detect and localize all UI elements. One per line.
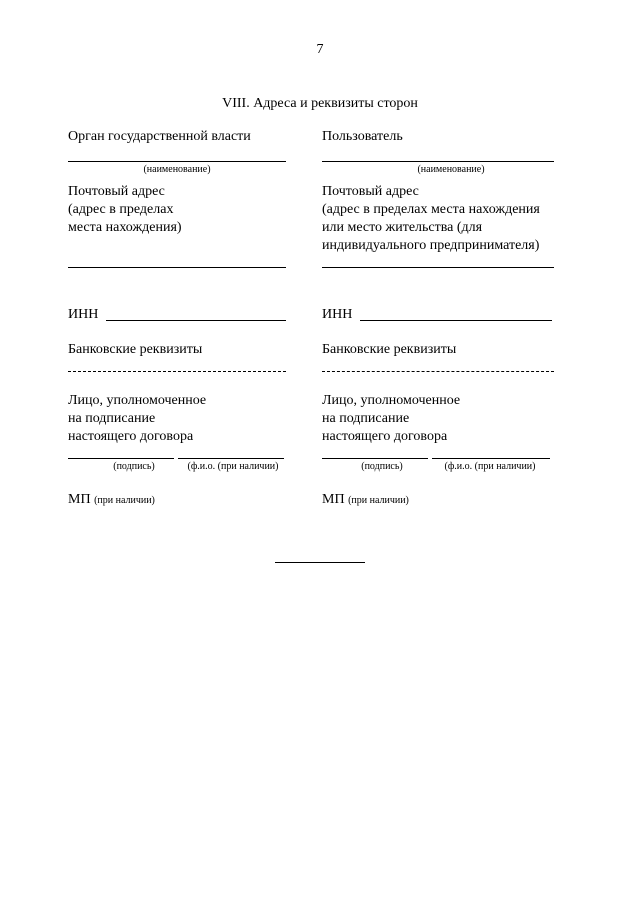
right-address-line-4: индивидуального предпринимателя) <box>322 238 540 253</box>
left-signatory-line-1: Лицо, уполномоченное <box>68 393 207 408</box>
left-signature-line[interactable] <box>68 458 174 459</box>
right-signatory-line-2: на подписание <box>322 411 410 426</box>
right-bank-label: Банковские реквизиты <box>322 342 457 357</box>
footer-divider <box>275 562 365 563</box>
left-name-line[interactable] <box>68 161 286 162</box>
right-signatory-line-3: настоящего договора <box>322 429 448 444</box>
left-bank-line[interactable] <box>68 371 286 372</box>
left-mp-label: МП <box>68 492 91 507</box>
right-mp-label: МП <box>322 492 345 507</box>
right-address-line[interactable] <box>322 267 554 268</box>
left-signatory-line-2: на подписание <box>68 411 156 426</box>
left-address-line-3: места нахождения) <box>68 220 182 235</box>
left-mp-note: (при наличии) <box>94 495 155 506</box>
right-address-line-2: (адрес в пределах места нахождения <box>322 202 540 217</box>
left-mp <box>68 491 155 510</box>
right-signature-line[interactable] <box>322 458 428 459</box>
right-signatory-line-1: Лицо, уполномоченное <box>322 393 461 408</box>
right-address-line-3: или место жительства (для <box>322 220 483 235</box>
right-fio-caption: (ф.и.о. (при наличии) <box>444 461 536 472</box>
right-inn-line[interactable] <box>360 320 552 321</box>
left-address-line-1: Почтовый адрес <box>68 184 165 199</box>
left-name-caption: (наименование) <box>143 164 211 175</box>
section-title: VIII. Адреса и реквизиты сторон <box>222 96 418 111</box>
right-inn-label: ИНН <box>322 307 353 322</box>
right-mp-note: (при наличии) <box>348 495 409 506</box>
left-signatory-line-3: настоящего договора <box>68 429 194 444</box>
left-inn-line[interactable] <box>106 320 286 321</box>
left-fio-line[interactable] <box>178 458 284 459</box>
page-number: 7 <box>316 42 324 57</box>
right-signature-caption: (подпись) <box>361 461 403 472</box>
left-signature-caption: (подпись) <box>113 461 155 472</box>
left-bank-label: Банковские реквизиты <box>68 342 203 357</box>
right-mp <box>322 491 409 510</box>
left-party-title: Орган государственной власти <box>68 129 251 144</box>
left-address-line-2: (адрес в пределах <box>68 202 174 217</box>
right-address-line-1: Почтовый адрес <box>322 184 419 199</box>
left-inn-label: ИНН <box>68 307 99 322</box>
right-bank-line[interactable] <box>322 371 554 372</box>
right-name-line[interactable] <box>322 161 554 162</box>
right-name-caption: (наименование) <box>417 164 485 175</box>
right-party-title: Пользователь <box>322 129 403 144</box>
right-fio-line[interactable] <box>432 458 550 459</box>
left-fio-caption: (ф.и.о. (при наличии) <box>187 461 279 472</box>
left-address-line[interactable] <box>68 267 286 268</box>
